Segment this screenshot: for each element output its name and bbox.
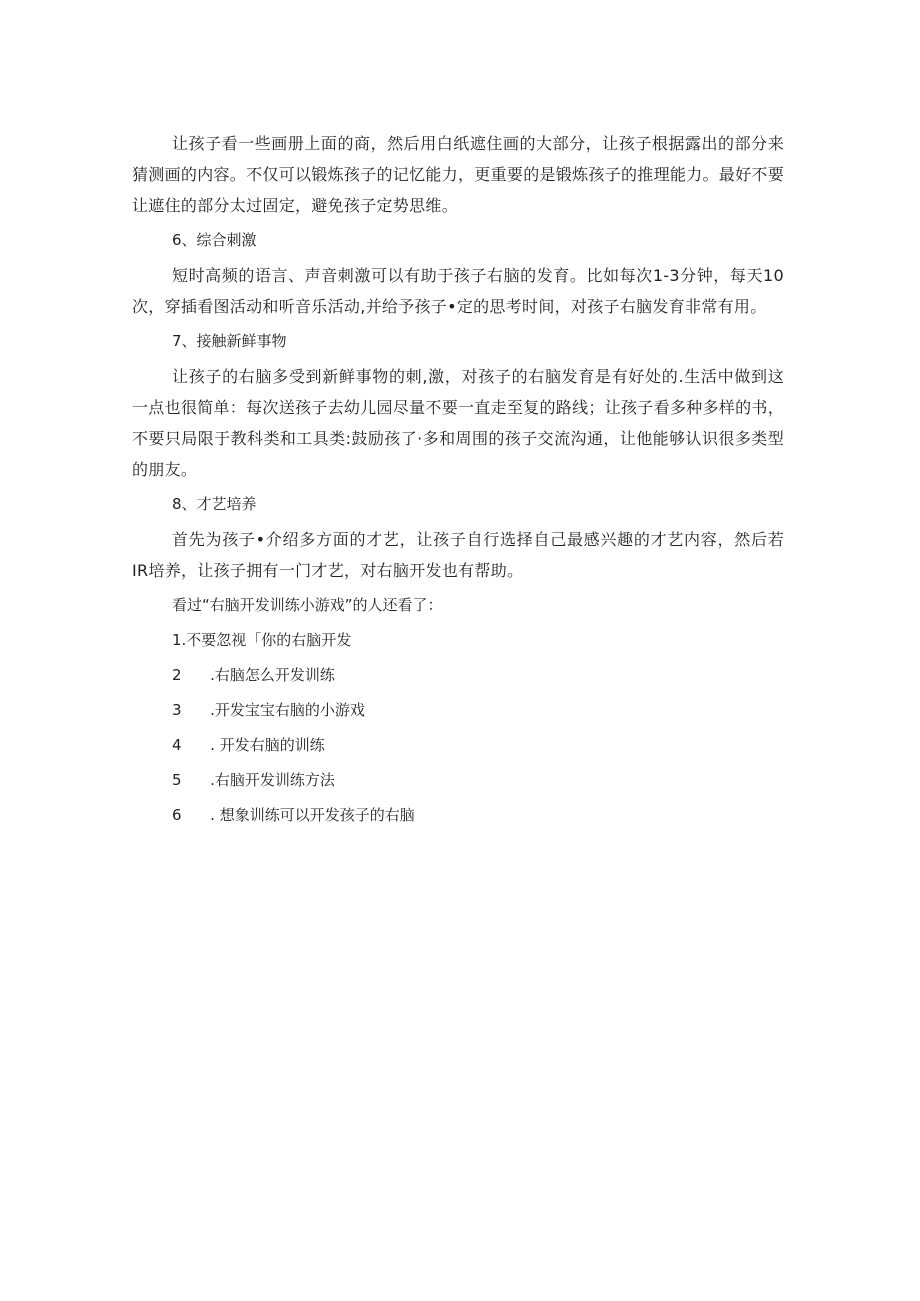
related-articles-intro: 看过“右脑开发训练小游戏”的人还看了： [172, 596, 443, 614]
heading-new-things: 7、接触新鲜事物 [172, 332, 287, 350]
related-article-link[interactable]: 1.不要忽视「你的右脑开发 [172, 631, 352, 649]
related-article-link[interactable]: 3 .开发宝宝右脑的小游戏 [172, 701, 365, 719]
paragraph-occlusion-game: 让孩子看一些画册上面的商，然后用白纸遮住画的大部分，让孩子根据露出的部分来猜测画的内容。不仅可以锻炼孩子的记忆能力，更重要的是锻炼孩子的推理能力。最好不要让遮住的部分太过固定，避免孩子定势思维。 [132, 134, 785, 215]
heading-talent-training: 8、才艺培养 [172, 495, 257, 513]
paragraph-new-things: 让孩子的右脑多受到新鲜事物的刺,激，对孩子的右脑发育是有好处的.生活中做到这一点也很简单：每次送孩子去幼儿园尽量不要一直走至复的路线；让孩子看多种多样的书，不要只局限于教科类和工具类:鼓励孩了·多和周围的孩子交流沟通，让他能够认识很多类型的朋友。 [132, 367, 785, 479]
heading-comprehensive-stimulation: 6、综合刺激 [172, 231, 257, 249]
related-articles-list [132, 625, 784, 831]
related-article-link[interactable]: 2 .右脑怎么开发训练 [172, 666, 335, 684]
document-page [132, 128, 784, 835]
related-article-link[interactable]: 6 . 想象训练可以开发孩子的右脑 [172, 806, 415, 824]
related-article-link[interactable]: 4 . 开发右脑的训练 [172, 736, 325, 754]
related-article-link[interactable]: 5 .右脑开发训练方法 [172, 771, 335, 789]
paragraph-talent: 首先为孩子•介绍多方面的才艺，让孩子自行选择自己最感兴趣的才艺内容，然后若IR培养，让孩子拥有一门才艺，对右脑开发也有帮助。 [132, 530, 784, 580]
paragraph-stimulation: 短时高频的语言、声音刺激可以有助于孩子右脑的发育。比如每次1-3分钟，每天10次，穿插看图活动和听音乐活动,并给予孩子•定的思考时间，对孩子右脑发育非常有用。 [132, 266, 784, 316]
